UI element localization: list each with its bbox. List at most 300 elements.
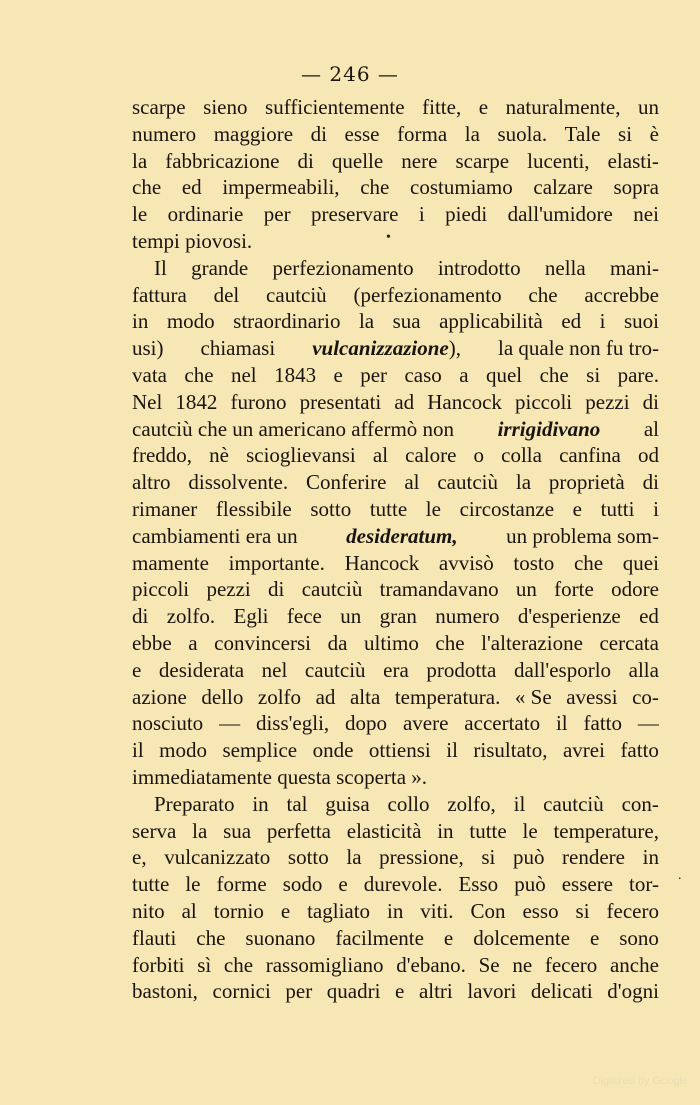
word: per xyxy=(263,202,291,227)
word: tal xyxy=(286,791,308,816)
word: — xyxy=(219,711,241,736)
word: e xyxy=(132,657,142,682)
word: desiderata xyxy=(158,657,245,682)
word: di xyxy=(132,604,149,629)
word: il xyxy=(513,791,526,816)
word: zolfo xyxy=(257,684,302,709)
word: presentati xyxy=(299,389,382,414)
word: convincersi xyxy=(214,630,311,655)
text-line xyxy=(132,898,659,925)
word: è xyxy=(649,121,659,146)
word: ad xyxy=(394,389,415,414)
word: bastoni, xyxy=(132,979,198,1004)
word: le xyxy=(132,202,148,227)
word: tor- xyxy=(629,872,659,897)
word: zolfo, xyxy=(447,791,496,816)
word: al xyxy=(372,443,389,468)
word: facilmente xyxy=(335,925,424,950)
word: avessi xyxy=(566,684,618,709)
word-group: un problema som- xyxy=(506,523,659,548)
text-line xyxy=(132,737,659,764)
word: mani- xyxy=(609,255,659,280)
word: ottiensi xyxy=(368,738,431,763)
text-line xyxy=(132,523,659,550)
word: mamente xyxy=(132,550,209,575)
word: cautciù xyxy=(304,657,366,682)
word: durevole. xyxy=(363,872,443,897)
word: cautciù xyxy=(266,282,327,307)
word: « Se xyxy=(514,684,552,709)
word: scioglievansi xyxy=(246,443,356,468)
word: Hancock xyxy=(427,389,502,414)
word: applicabilità xyxy=(439,309,543,334)
word: forbiti xyxy=(132,952,185,977)
word: calzare xyxy=(533,175,593,200)
word: nito xyxy=(132,898,165,923)
word: straordinario xyxy=(233,309,341,334)
word: prodotta xyxy=(426,657,497,682)
text-line xyxy=(132,389,659,416)
word: era xyxy=(383,657,409,682)
word: che xyxy=(360,175,390,200)
word: perfetta xyxy=(266,818,331,843)
word: che xyxy=(528,282,558,307)
word: Esso xyxy=(458,872,499,897)
word: sono xyxy=(619,925,659,950)
italic-term: vulcanizzazione xyxy=(312,336,449,361)
word: con- xyxy=(621,791,659,816)
word: nere xyxy=(401,148,438,173)
text-line xyxy=(132,630,659,657)
word: vulcanizzato xyxy=(164,845,271,870)
word: un xyxy=(340,604,362,629)
word: fitte, xyxy=(422,95,462,119)
word: la xyxy=(346,845,362,870)
word: che xyxy=(196,925,226,950)
text-line xyxy=(132,925,659,952)
word: un xyxy=(638,95,659,119)
word: preservare xyxy=(311,202,399,227)
word: vata xyxy=(132,362,167,387)
word: d'esperienze xyxy=(517,604,621,629)
text-line xyxy=(132,255,659,282)
word: un xyxy=(515,577,537,602)
word: e xyxy=(395,979,405,1004)
word: circostanze xyxy=(459,496,555,521)
word: nosciuto xyxy=(132,711,204,736)
word: suoi xyxy=(623,309,659,334)
word: modo xyxy=(159,738,207,763)
word: colla xyxy=(501,443,542,468)
word: alta xyxy=(349,684,381,709)
word: e xyxy=(338,872,348,897)
word: elasticità xyxy=(346,818,422,843)
word: si xyxy=(586,362,601,387)
word: fecero xyxy=(544,952,598,977)
word: a xyxy=(188,630,198,655)
word: odore xyxy=(611,577,659,602)
italic-term: desideratum, xyxy=(346,523,458,548)
text-line xyxy=(132,818,659,845)
word: e xyxy=(478,95,489,119)
page-number-header: — 246 — xyxy=(301,62,399,86)
word: temperatura. xyxy=(394,684,501,709)
word: i xyxy=(653,496,659,521)
word: tutte xyxy=(369,496,408,521)
word: temperature, xyxy=(553,818,659,843)
word: grande xyxy=(191,255,249,280)
body-text xyxy=(132,94,659,1005)
word: ebbe xyxy=(132,630,172,655)
word: scarpe xyxy=(132,95,186,119)
word: sieno xyxy=(203,95,248,119)
word: ultimo xyxy=(363,630,419,655)
text-line xyxy=(132,228,659,255)
word: nel xyxy=(230,362,257,387)
word: nella xyxy=(544,255,586,280)
word: nel xyxy=(261,657,288,682)
word: in xyxy=(387,898,404,923)
word: rendere xyxy=(562,845,625,870)
word: pezzi xyxy=(585,389,630,414)
word: suola. xyxy=(497,121,548,146)
word: sua xyxy=(392,309,421,334)
word: dello xyxy=(201,684,244,709)
text-line xyxy=(132,282,659,309)
word: nè xyxy=(209,443,229,468)
word: tagliato xyxy=(307,898,371,923)
word: cercata xyxy=(599,630,659,655)
word: diss'egli, xyxy=(255,711,330,736)
word: forme xyxy=(216,872,267,897)
emphasis-group xyxy=(312,335,461,362)
word: scarpe xyxy=(455,148,510,173)
word: freddo, xyxy=(132,443,193,468)
text-line xyxy=(132,871,659,898)
word: proprietà xyxy=(548,470,625,495)
word: maggiore xyxy=(213,121,294,146)
text-line xyxy=(132,550,659,577)
word: al xyxy=(404,470,420,495)
word: d'ebano. xyxy=(396,952,466,977)
text-line xyxy=(132,952,659,979)
word-group: la quale non fu tro- xyxy=(498,336,659,361)
word: azione xyxy=(132,684,187,709)
word: che xyxy=(184,362,214,387)
word: sopra xyxy=(613,175,659,200)
text-line xyxy=(132,603,659,630)
word: accrebbe xyxy=(584,282,659,307)
word: naturalmente, xyxy=(505,95,621,119)
word: furono xyxy=(230,389,287,414)
word: avrei xyxy=(562,738,605,763)
word: che xyxy=(573,550,604,575)
word: tutte xyxy=(469,818,507,843)
word: esse xyxy=(344,121,380,146)
word: di xyxy=(297,148,314,173)
ink-speck: • xyxy=(386,230,391,245)
word: flauti xyxy=(132,925,177,950)
word: al xyxy=(181,898,197,923)
word: dall'esporlo xyxy=(513,657,612,682)
word: 1843 xyxy=(274,362,317,387)
word: chiamasi xyxy=(200,336,276,361)
text-line xyxy=(132,308,659,335)
word: serva xyxy=(132,818,177,843)
word: onde xyxy=(312,738,354,763)
word: avere xyxy=(402,711,449,736)
word: cautciù xyxy=(301,577,363,602)
word: sotto xyxy=(287,845,329,870)
word: Tale xyxy=(564,121,601,146)
word: ne xyxy=(512,952,533,977)
word: collo xyxy=(387,791,430,816)
word: quelle xyxy=(331,148,384,173)
word: rimaner xyxy=(132,496,198,521)
word: pressione, xyxy=(379,845,464,870)
word: di xyxy=(642,470,659,495)
word: lavori xyxy=(467,979,517,1004)
word-group: cambiamenti era un xyxy=(132,523,298,548)
word: del xyxy=(213,282,240,307)
word: fatto xyxy=(583,711,623,736)
word: ed xyxy=(639,604,659,629)
word: le xyxy=(425,496,441,521)
text-line xyxy=(132,335,659,362)
italic-term: irrigidivano xyxy=(497,416,601,441)
word: lucenti, xyxy=(527,148,590,173)
word: Il xyxy=(154,255,167,280)
word: e xyxy=(589,925,600,950)
text-line xyxy=(132,978,659,1005)
word: elasti- xyxy=(607,148,659,173)
word: il xyxy=(446,738,458,763)
word: l'alterazione xyxy=(481,630,583,655)
word: — xyxy=(637,711,659,736)
word: quadri xyxy=(326,979,381,1004)
word: piccoli xyxy=(132,577,190,602)
word: la xyxy=(464,121,480,146)
word: modo xyxy=(166,309,215,334)
text-line xyxy=(132,94,659,121)
word: Hancock xyxy=(344,550,420,575)
word: Nel xyxy=(132,389,163,414)
text-line xyxy=(132,496,659,523)
word: introdotto xyxy=(437,255,521,280)
word: ed xyxy=(561,309,582,334)
text-line xyxy=(132,657,659,684)
word: essere xyxy=(561,872,614,897)
word: tosto xyxy=(513,550,555,575)
text-line xyxy=(132,791,659,818)
word: piedi xyxy=(445,202,488,227)
word: piccoli xyxy=(515,389,573,414)
word: ordinarie xyxy=(167,202,244,227)
word: e xyxy=(280,898,291,923)
word: forte xyxy=(554,577,594,602)
word: risultato, xyxy=(473,738,548,763)
word: di xyxy=(310,121,327,146)
word: che xyxy=(132,175,162,200)
word: di xyxy=(268,577,285,602)
word: fattura xyxy=(132,282,187,307)
text-line xyxy=(132,710,659,737)
word: (perfezionamento xyxy=(353,282,502,307)
word: fece xyxy=(286,604,322,629)
word: canfina xyxy=(559,443,621,468)
line-text: immediatamente questa scoperta ». xyxy=(132,764,428,789)
text-line xyxy=(132,201,659,228)
word: delicati xyxy=(530,979,593,1004)
word: a xyxy=(459,362,469,387)
word: tornio xyxy=(213,898,264,923)
word: ad xyxy=(315,684,336,709)
word: accertato xyxy=(464,711,541,736)
line-text: tempi piovosi. xyxy=(132,228,253,253)
word: può xyxy=(514,872,546,897)
text-line xyxy=(132,469,659,496)
word: fecero xyxy=(606,898,659,923)
word: forma xyxy=(397,121,448,146)
word: caso xyxy=(404,362,442,387)
word: la xyxy=(132,148,148,173)
word: cautciù xyxy=(437,470,498,495)
word: da xyxy=(327,630,348,655)
word: la xyxy=(192,818,208,843)
word: le xyxy=(522,818,538,843)
word: ed xyxy=(181,175,202,200)
word: si xyxy=(575,898,590,923)
word: semplice xyxy=(222,738,298,763)
word: sua xyxy=(223,818,252,843)
word: viti. xyxy=(420,898,454,923)
word: e xyxy=(443,925,454,950)
word: che xyxy=(539,362,569,387)
text-line xyxy=(132,174,659,201)
word: sotto xyxy=(310,496,352,521)
word: dall'umidore xyxy=(507,202,613,227)
word: in xyxy=(437,818,454,843)
text-line xyxy=(132,362,659,389)
word: la xyxy=(358,309,375,334)
word: perfezionamento xyxy=(272,255,414,280)
text-line xyxy=(132,684,659,711)
text-line xyxy=(132,416,659,443)
word: Se xyxy=(478,952,500,977)
word: e, xyxy=(132,845,147,870)
word: in xyxy=(252,791,269,816)
word: in xyxy=(642,845,659,870)
word: flessibile xyxy=(215,496,292,521)
word: ), xyxy=(448,336,461,361)
digitization-watermark: Digitized by Google xyxy=(592,1075,688,1087)
word: zolfo. xyxy=(166,604,216,629)
word: Preparato xyxy=(154,791,235,816)
text-line xyxy=(132,764,659,791)
word: quel xyxy=(485,362,523,387)
word: altri xyxy=(418,979,453,1004)
word: 1842 xyxy=(175,389,218,414)
word: gran xyxy=(379,604,417,629)
word: tutti xyxy=(600,496,635,521)
word: d'ogni xyxy=(607,979,659,1004)
word: altro xyxy=(132,470,171,495)
word: in xyxy=(132,309,149,334)
word: che xyxy=(435,630,465,655)
word: al xyxy=(643,416,659,441)
text-line xyxy=(132,148,659,175)
word: quei xyxy=(622,550,659,575)
word: alla xyxy=(628,657,659,682)
text-line xyxy=(132,576,659,603)
word: tutte xyxy=(132,872,170,897)
word: avvisò xyxy=(438,550,494,575)
word: pare. xyxy=(617,362,659,387)
word: e xyxy=(572,496,582,521)
word: guisa xyxy=(325,791,370,816)
word: anche xyxy=(609,952,659,977)
word: i xyxy=(599,309,606,334)
word: la xyxy=(515,470,532,495)
word: dopo xyxy=(345,711,388,736)
word-group: cautciù che un americano affermò non xyxy=(132,416,455,441)
word: costumiamo xyxy=(410,175,513,200)
word: numero xyxy=(132,121,197,146)
word: cornici xyxy=(212,979,271,1004)
word: si xyxy=(618,121,633,146)
word: calore xyxy=(405,443,457,468)
text-line xyxy=(132,121,659,148)
word: o xyxy=(473,443,485,468)
word: si xyxy=(481,845,496,870)
word: numero xyxy=(435,604,500,629)
word: cautciù xyxy=(543,791,604,816)
word: nei xyxy=(633,202,659,227)
word: Con xyxy=(470,898,506,923)
word: per xyxy=(285,979,313,1004)
text-line xyxy=(132,844,659,871)
ink-speck: . xyxy=(678,868,682,883)
word: fabbricazione xyxy=(165,148,280,173)
word: tramandavano xyxy=(379,577,499,602)
word: e xyxy=(333,362,343,387)
word: Conferire xyxy=(305,470,387,495)
word: rassomigliano xyxy=(265,952,384,977)
word: il xyxy=(555,711,568,736)
word: dissolvente. xyxy=(188,470,289,495)
word: importante. xyxy=(228,550,325,575)
word: sufficientemente xyxy=(265,95,405,119)
word: di xyxy=(642,389,659,414)
word: Egli xyxy=(233,604,269,629)
word: per xyxy=(360,362,388,387)
word: può xyxy=(512,845,545,870)
word: il xyxy=(132,738,144,763)
word: pezzi xyxy=(206,577,251,602)
word: i xyxy=(418,202,425,227)
word: od xyxy=(637,443,659,468)
word: usi) xyxy=(132,336,164,361)
word: esso xyxy=(522,898,559,923)
word: sodo xyxy=(282,872,323,897)
word: sì xyxy=(197,952,212,977)
word: che xyxy=(223,952,254,977)
word: suonano xyxy=(245,925,316,950)
word: le xyxy=(185,872,201,897)
word: co- xyxy=(632,684,659,709)
word: fatto xyxy=(620,738,659,763)
word: dolcemente xyxy=(473,925,570,950)
